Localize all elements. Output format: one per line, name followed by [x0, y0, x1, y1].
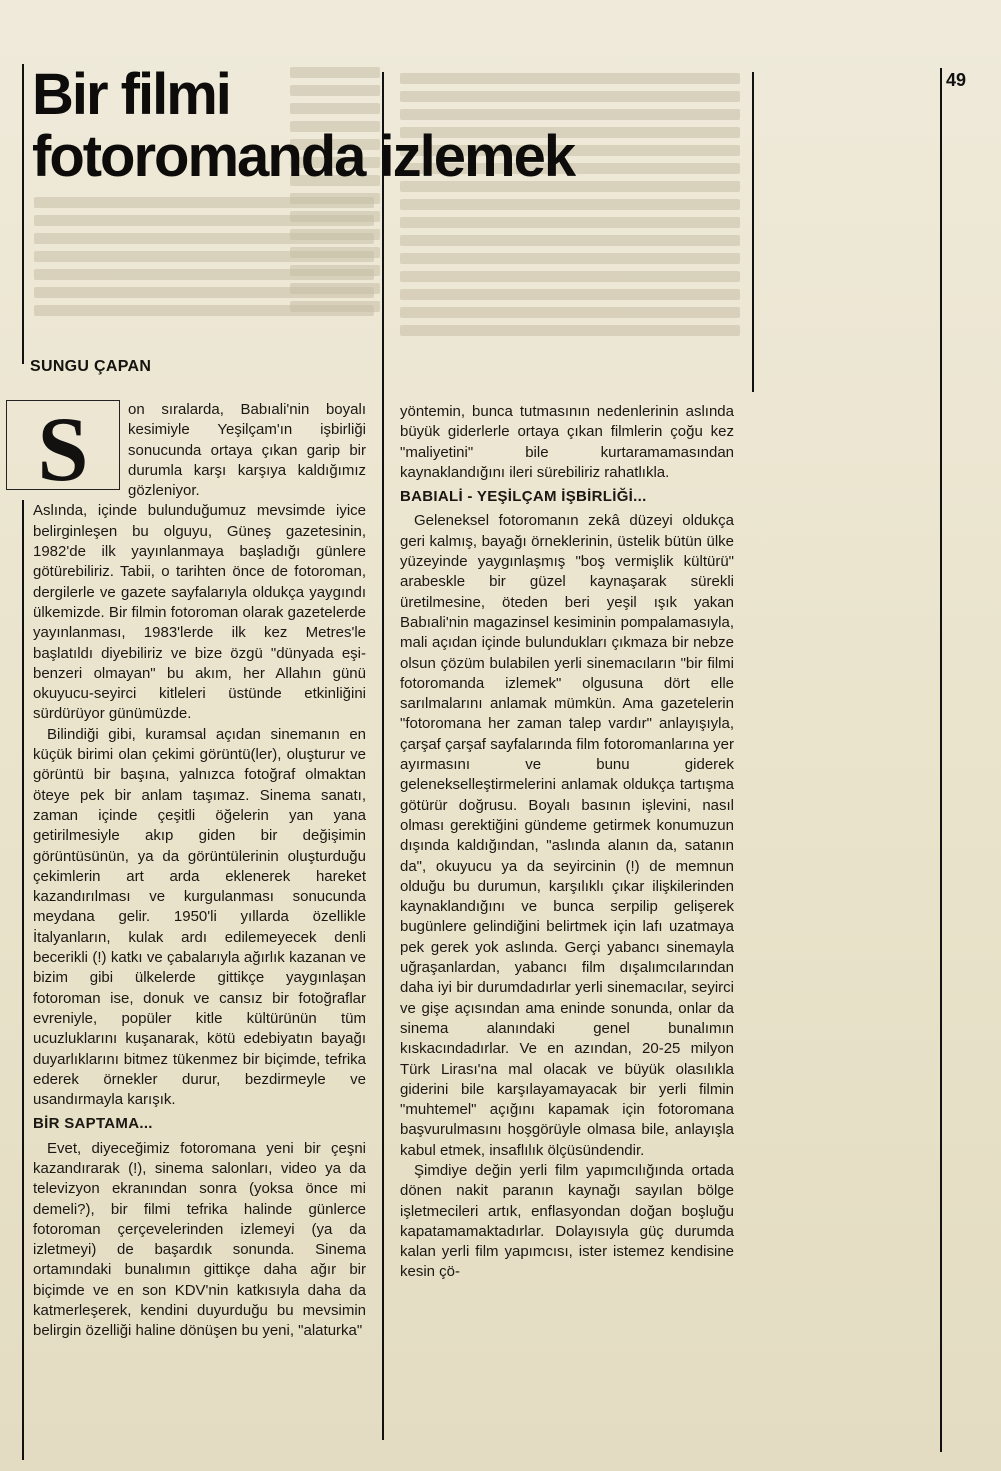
column-rule: [22, 64, 24, 364]
title-line-1: Bir filmi: [32, 62, 230, 127]
text-column-1: [33, 400, 366, 1342]
column-rule: [22, 500, 24, 1460]
page-number: 49: [946, 70, 967, 90]
drop-cap: [6, 398, 120, 500]
paragraph: Şimdiye değin yerli film yapımcılığında ortada dönen nakit paranın kaynağı sayılan bölge işletmecileri artık, enflasyondan doğan boşluğu kapatamamaktadırlar. Dolayısıyla güç durumda kalan yerli film yapımcısı, ister istemez kendisine kesin çö-: [400, 1161, 734, 1281]
author-byline: SUNGU ÇAPAN: [30, 358, 152, 375]
text-column-2: [400, 402, 734, 1283]
column-rule: [382, 72, 384, 1440]
column-rule: [940, 68, 942, 1452]
section-heading: BABIALİ - YEŞİLÇAM İŞBİRLİĞİ...: [400, 488, 647, 506]
column-rule: [752, 72, 754, 392]
paragraph: Geleneksel fotoromanın zekâ düzeyi oldukça geri kalmış, bayağı örneklerinin, üstelik bütün ülke yüzeyinde yaygınlaşmış "boş vermişlik kültürü" arabeskle bir güzel kaynaşarak sürekli üretilmesine, öteden beri yeşil ışık yakan Babıali'nin magazinsel kesiminin pompalamasıyla, mali açıdan içinde bulundukları çıkmaza bir nebze olsun çözüm bulabilen yerli sinemacıların "bir filmi fotoromanda izlemek" olgusuna dört elle sarılmalarını anlamak mümkün. Ama gazetelerin "fotoromana her zaman talep vardır" anlayışıyla, çarşaf çarşaf sayfalarında film fotoromanlarına yer ayırmasını ve bunu giderek gelenekselleştirmelerini anlamak oldukça tartışma götürür doğrusu. Boyalı basının işlevini, nasıl olması gerektiğini gündeme getirmek konumuzun dışında kaldığından, "aslında alanın da, satanın da", okuyucu ya da seyircinin (!) de memnun olduğu bu durumun, karşılıklı çıkar ilişkilerinden kaynaklandığını ve bunca serpilip gelişerek bugünlere gelindiğini belirtmek için lafı uzatmaya pek gerek yok aslında. Gerçi yabancı sinemayla uğraşanlardan, yabancı film dışalımcılarından daha iyi bir durumdadırlar yerli sinemacılar, seyirci ve gişe açısından ama eninde sonunda, onlar da sinema alanındaki genel bunalımın kıskacındadırlar. Ve en azından, 20-25 milyon Türk Lirası'na mal olacak ve büyük olasılıkla giderini bile karşılayamayacak bir yerli filmin "muhtemel" açığını kapamak için fotoromana başvurulmasını hoşgörüyle olmasa bile, anlayışla kabul etmek, insaflılık ölçüsündendir.: [400, 512, 734, 1159]
drop-cap-letter: S: [37, 398, 89, 500]
section-heading: BİR SAPTAMA...: [33, 1115, 153, 1133]
paragraph: Evet, diyeceğimiz fotoromana yeni bir çeşni kazandırarak (!), sinema salonları, video ya da televizyon ekranından sonra (yoksa önce mi demeli?), bir filmi tefrika halinde günlerce fotoroman çerçevelerinden izlemeyi (ya da izletmeyi) de başardık sonunda. Sinema ortamındaki bunalımın gittikçe daha ağır bir biçimde ve en son KDV'nin katkısıyla daha da katmerleşerek, kendini duyurduğu bu mevsimin belirgin özelliği haline dönüşen bu yeni, "alaturka": [33, 1139, 366, 1340]
article-title: [32, 64, 732, 188]
lead-paragraph: on sıralarda, Babıali'nin boyalı kesimiyle Yeşilçam'ın işbirliği sonucunda ortaya çıkan garip bir durumla karşı karşıya kaldığımız gözleniyor.: [128, 401, 366, 500]
paragraph: yöntemin, bunca tutmasının nedenlerinin aslında büyük giderlerle ortaya çıkan filmlerin çoğu kez "maliyetini" bile kurtaramamasından kaynaklandığını ileri sürebiliriz rahatlıkla.: [400, 403, 734, 481]
title-line-2: fotoromanda izlemek: [32, 124, 575, 189]
paragraph: Aslında, içinde bulunduğumuz mevsimde iyice belirginleşen bu olguyu, Güneş gazetesinin, 1982'de ilk yayınlanmaya başladığı günlere götürebiliriz. Tabii, o tarihten önce de fotoroman, dergilerle ve gazete sayfalarıyla oldukça yaygındı ülkemizde. Bir filmin fotoroman olarak gazetelerde yayınlanması, 1983'lerde ilk kez Metres'le başlatıldı diyebiliriz ve bize özgü "dünyada eşi-benzeri olmayan" bu akım, her Allahın günü okuyucu-seyirci kitleleri üstünde etkinliğini sürdürüyor günümüzde.: [33, 502, 366, 723]
bleed-through-text-left-lower: [34, 190, 374, 360]
paragraph: Bilindiği gibi, kuramsal açıdan sinemanın en küçük birimi olan çekimi görüntü(ler), oluşturur ve görüntü bir başına, yalnızca fotoğraf olmaktan öteye pek bir anlam taşımaz. Sinema sanatı, zaman içinde çeşitli öğelerin yan yana getirilmesiyle akıp giden bir değişimin görüntüsünün, ya da görüntülerinin oluşturduğu çekimlerin art arda eklenerek hareket kazandırılması ve kurgulanması sonucunda meydana gelir. 1950'li yıllarda özellikle İtalyanların, kulak ardı edilemeyecek denli becerikli (!) katkı ve çabalarıyla ağırlık kazanan ve bizim gibi ülkelerde gittikçe yaygınlaşan fotoroman ise, donuk ve cansız bir fotoğraflar evreniyle, popüler kitle kültürünün tüm ucuzluklarını kuşanarak, kötü edebiyatın bayağı duyarlıklarını bitmez tükenmez bir biçimde, tefrika ederek örnekler durur, bezdirmeyle ve usandırmayla karışık.: [33, 725, 366, 1109]
